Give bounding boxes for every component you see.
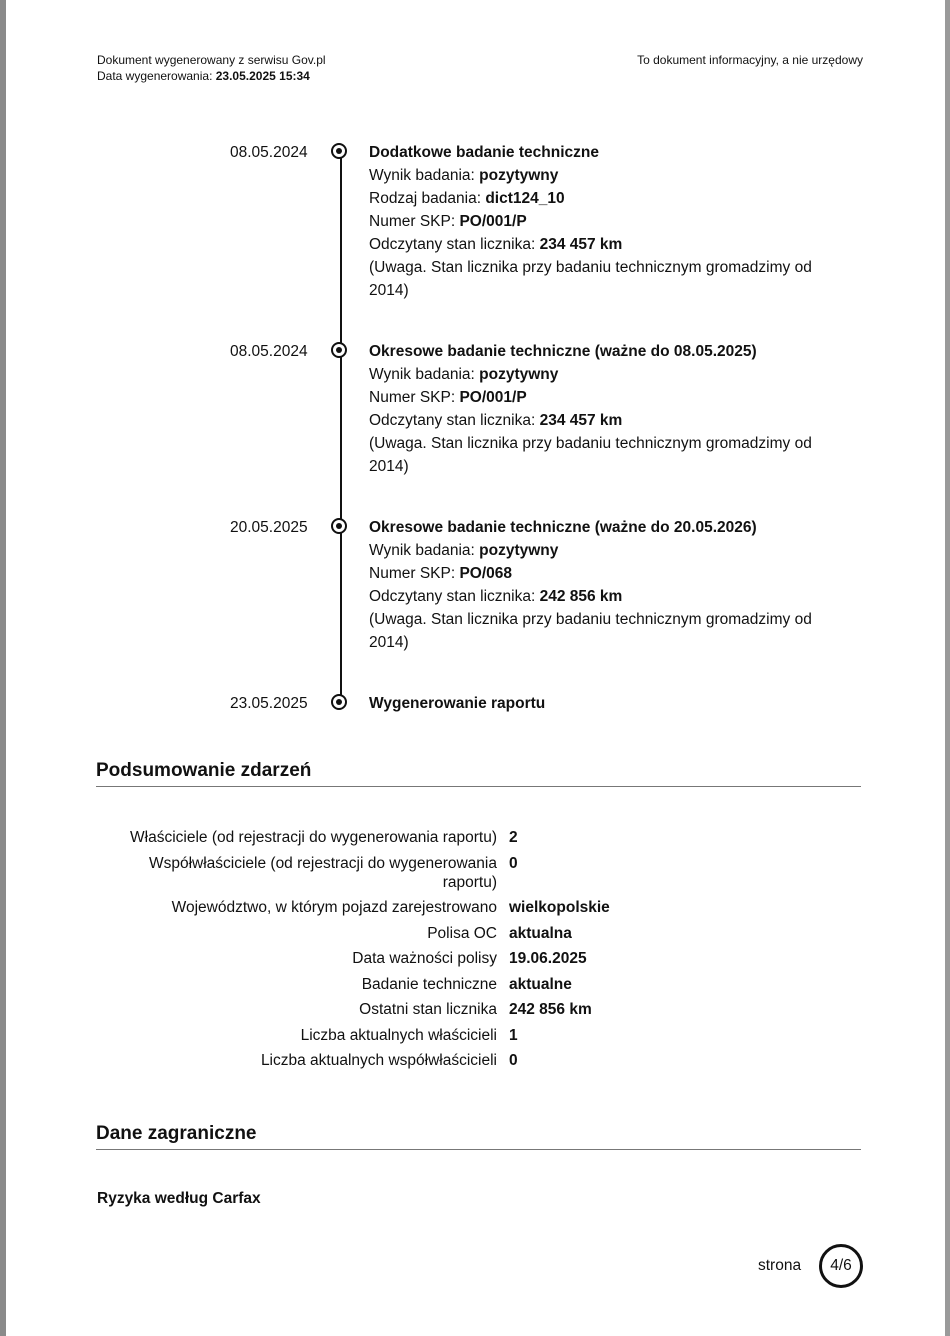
header-generated	[97, 68, 326, 84]
event-title: Okresowe badanie techniczne (ważne do 20.05.2026)	[369, 519, 757, 536]
detail-label: Wynik badania:	[369, 366, 475, 383]
event-body	[369, 692, 829, 715]
detail-label: Wynik badania:	[369, 167, 475, 184]
event-body	[369, 516, 829, 654]
event-body	[369, 340, 829, 478]
timeline-dot-icon	[331, 518, 347, 534]
detail-value: pozytywny	[479, 167, 559, 184]
event-detail	[369, 233, 829, 256]
summary-label: Polisa OC	[427, 924, 497, 942]
event-detail	[369, 539, 829, 562]
detail-label: Wynik badania:	[369, 542, 475, 559]
event-title: Wygenerowanie raportu	[369, 695, 546, 712]
page-number-badge: 4/6	[819, 1244, 863, 1288]
event-body	[369, 141, 829, 302]
event-detail	[369, 585, 829, 608]
event-note: (Uwaga. Stan licznika przy badaniu technicznym gromadzimy od 2014)	[369, 611, 812, 651]
section-title-summary: Podsumowanie zdarzeń	[96, 760, 861, 787]
event-title: Okresowe badanie techniczne (ważne do 08.05.2025)	[369, 343, 757, 360]
detail-value: 234 457 km	[539, 412, 623, 429]
detail-label: Rodzaj badania:	[369, 190, 482, 207]
carfax-risks-heading: Ryzyka według Carfax	[97, 1190, 261, 1207]
summary-row	[0, 898, 950, 917]
detail-value: 234 457 km	[539, 236, 623, 253]
page-label: strona	[758, 1257, 802, 1274]
summary-row	[0, 975, 950, 994]
summary-label: Liczba aktualnych współwłaścicieli	[260, 1052, 497, 1069]
event-detail	[369, 210, 829, 233]
summary-row	[0, 854, 950, 892]
event-detail	[369, 409, 829, 432]
summary-row	[0, 828, 950, 847]
detail-label: Odczytany stan licznika:	[369, 412, 536, 429]
summary-value: 1	[509, 1026, 518, 1044]
timeline-dot-icon	[331, 342, 347, 358]
header-generated-label: Data wygenerowania:	[97, 69, 213, 83]
header-disclaimer: To dokument informacyjny, a nie urzędowy	[637, 53, 863, 67]
event-date: 08.05.2024	[230, 343, 308, 360]
header-source: Dokument wygenerowany z serwisu Gov.pl	[97, 53, 326, 67]
event-title: Dodatkowe badanie techniczne	[369, 144, 599, 161]
document-header-right	[637, 52, 863, 68]
page-edge-left	[0, 0, 6, 1336]
timeline-line	[340, 152, 342, 704]
detail-label: Odczytany stan licznika:	[369, 588, 536, 605]
summary-label: Właściciele (od rejestracji do wygenerowania raportu)	[130, 829, 497, 846]
summary-value: wielkopolskie	[509, 899, 610, 916]
event-date: 20.05.2025	[230, 519, 308, 536]
event-note: (Uwaga. Stan licznika przy badaniu technicznym gromadzimy od 2014)	[369, 259, 812, 299]
detail-value: 242 856 km	[539, 588, 623, 605]
detail-label: Numer SKP:	[369, 213, 456, 230]
page-edge-right	[945, 0, 950, 1336]
event-date: 23.05.2025	[230, 695, 308, 712]
document-header-left	[97, 52, 326, 84]
detail-label: Numer SKP:	[369, 389, 456, 406]
event-date: 08.05.2024	[230, 144, 308, 161]
page-indicator	[758, 1244, 868, 1288]
summary-row	[0, 1051, 950, 1070]
summary-value: 19.06.2025	[509, 950, 587, 967]
summary-value: 2	[509, 829, 518, 846]
summary-row	[0, 924, 950, 943]
event-detail	[369, 562, 829, 585]
summary-value: 0	[509, 854, 518, 872]
summary-label: Liczba aktualnych właścicieli	[300, 1026, 497, 1044]
summary-value: 242 856 km	[509, 1001, 592, 1018]
timeline-dot-icon	[331, 143, 347, 159]
detail-label: Numer SKP:	[369, 565, 456, 582]
summary-value: aktualne	[509, 975, 572, 993]
event-detail	[369, 187, 829, 210]
event-detail	[369, 363, 829, 386]
summary-label: Województwo, w którym pojazd zarejestrowano	[171, 899, 497, 916]
detail-value: pozytywny	[479, 542, 559, 559]
summary-label: Współwłaściciele (od rejestracji do wygenerowania raportu)	[148, 854, 497, 891]
summary-table	[0, 828, 950, 1077]
detail-value: pozytywny	[479, 366, 559, 383]
summary-label: Ostatni stan licznika	[359, 1001, 497, 1018]
event-note: (Uwaga. Stan licznika przy badaniu technicznym gromadzimy od 2014)	[369, 435, 812, 475]
detail-value: PO/001/P	[459, 389, 527, 406]
detail-value: PO/001/P	[459, 213, 527, 230]
detail-value: dict124_10	[485, 190, 565, 207]
event-detail	[369, 164, 829, 187]
event-detail	[369, 386, 829, 409]
summary-label: Badanie techniczne	[361, 975, 497, 993]
section-title-foreign: Dane zagraniczne	[96, 1123, 861, 1150]
summary-row	[0, 1000, 950, 1019]
header-generated-value: 23.05.2025 15:34	[215, 69, 310, 83]
summary-row	[0, 1026, 950, 1045]
summary-value: aktualna	[509, 924, 572, 942]
detail-label: Odczytany stan licznika:	[369, 236, 536, 253]
detail-value: PO/068	[459, 565, 513, 582]
summary-label: Data ważności polisy	[352, 950, 497, 967]
summary-row	[0, 949, 950, 968]
summary-value: 0	[509, 1052, 518, 1069]
timeline-dot-icon	[331, 694, 347, 710]
